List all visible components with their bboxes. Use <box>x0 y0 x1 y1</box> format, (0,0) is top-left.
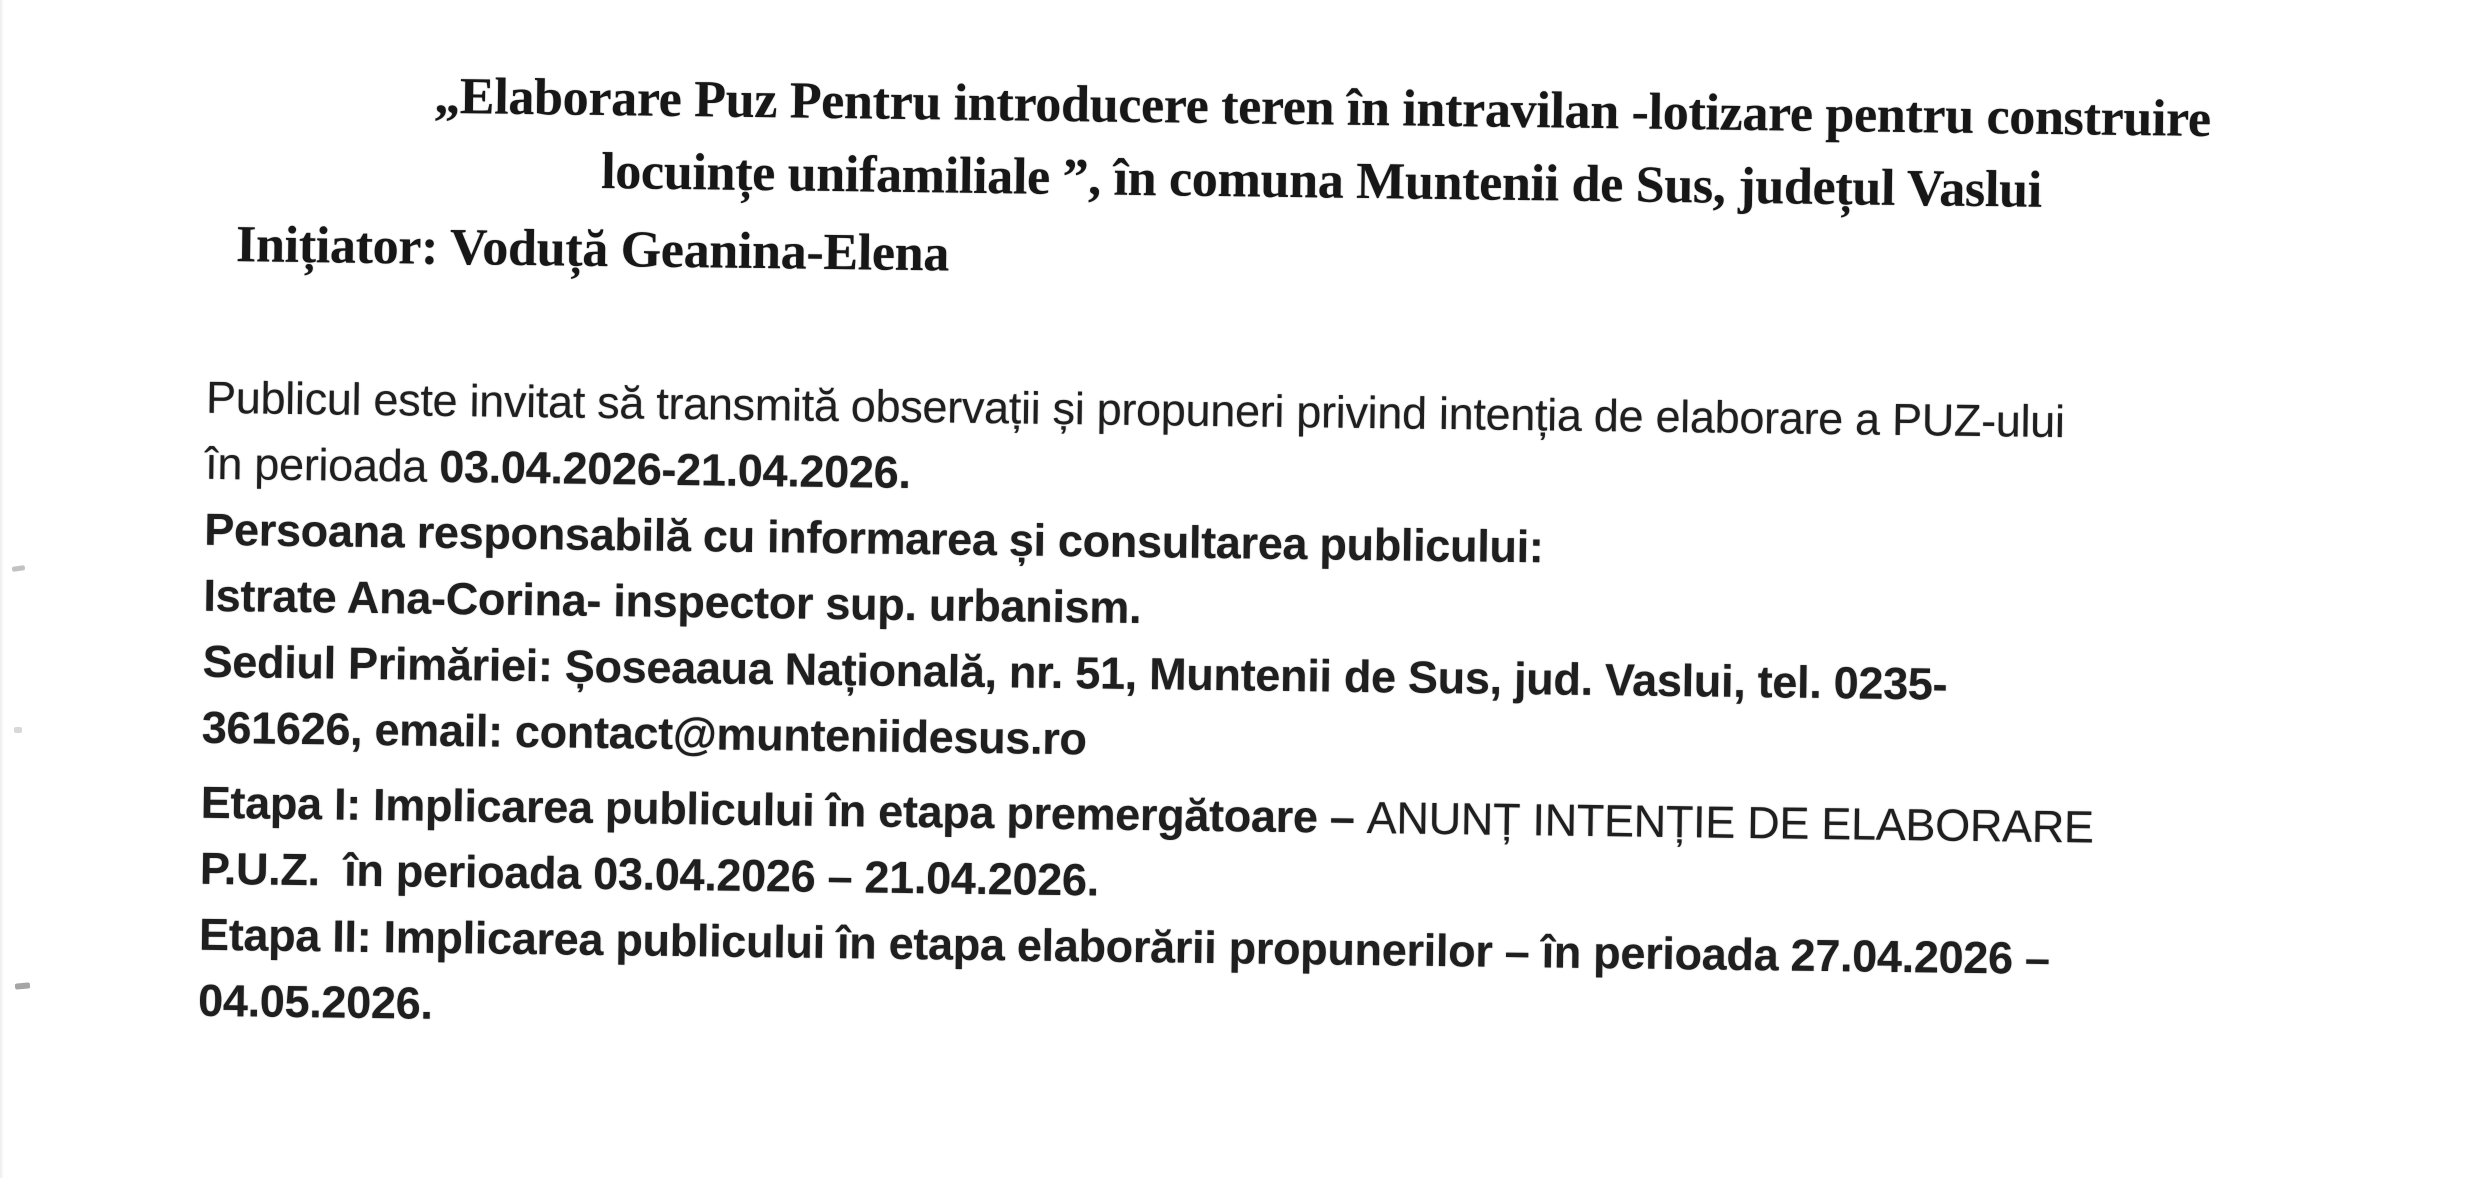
text-segment: Publicul este invitat să transmită observații și propuneri privind intenția de elaborare a PUZ-ului <box>205 371 2066 448</box>
text-segment: Sediul Primăriei: Șoseaaua Națională, nr. 51, Muntenii de Sus, jud. Vaslui, tel. 0235- <box>202 635 1948 710</box>
text-segment: Istrate Ana-Corina- inspector sup. urbanism. <box>203 569 1142 634</box>
text-segment: Etapa I: Implicarea publicului în etapa premergătoare – <box>200 776 1368 844</box>
text-segment: în perioada <box>204 437 440 492</box>
text-segment: P.U.Z. în perioada 03.04.2026 – 21.04.2026. <box>199 842 1100 906</box>
text-segment: Etapa II: Implicarea publicului în etapa elaborării propunerilor – în perioada 27.04.2026 – <box>198 908 2051 984</box>
document-title <box>209 57 2436 232</box>
text-segment: ANUNȚ INTENȚIE DE ELABORARE <box>1366 792 2095 853</box>
text-segment: 03.04.2026-21.04.2026. <box>438 440 911 499</box>
title-line-2: locuințe unifamiliale ”, în comuna Muntenii de Sus, județul Vaslui <box>600 142 2043 219</box>
text-segment: 361626, email: contact@munteniidesus.ro <box>201 701 1088 765</box>
text-segment: Persoana responsabilă cu informarea și consultarea publicului: <box>204 503 1544 573</box>
scan-speckle <box>14 727 22 733</box>
scan-edge-shadow <box>0 0 4 1178</box>
document-body <box>198 365 2437 1063</box>
initiator-line: Inițiator: Voduță Geanina-Elena <box>235 216 950 283</box>
title-line-1: „Elaborare Puz Pentru introducere teren în intravilan -lotizare pentru construire <box>433 67 2212 149</box>
text-segment: 04.05.2026. <box>197 974 433 1029</box>
